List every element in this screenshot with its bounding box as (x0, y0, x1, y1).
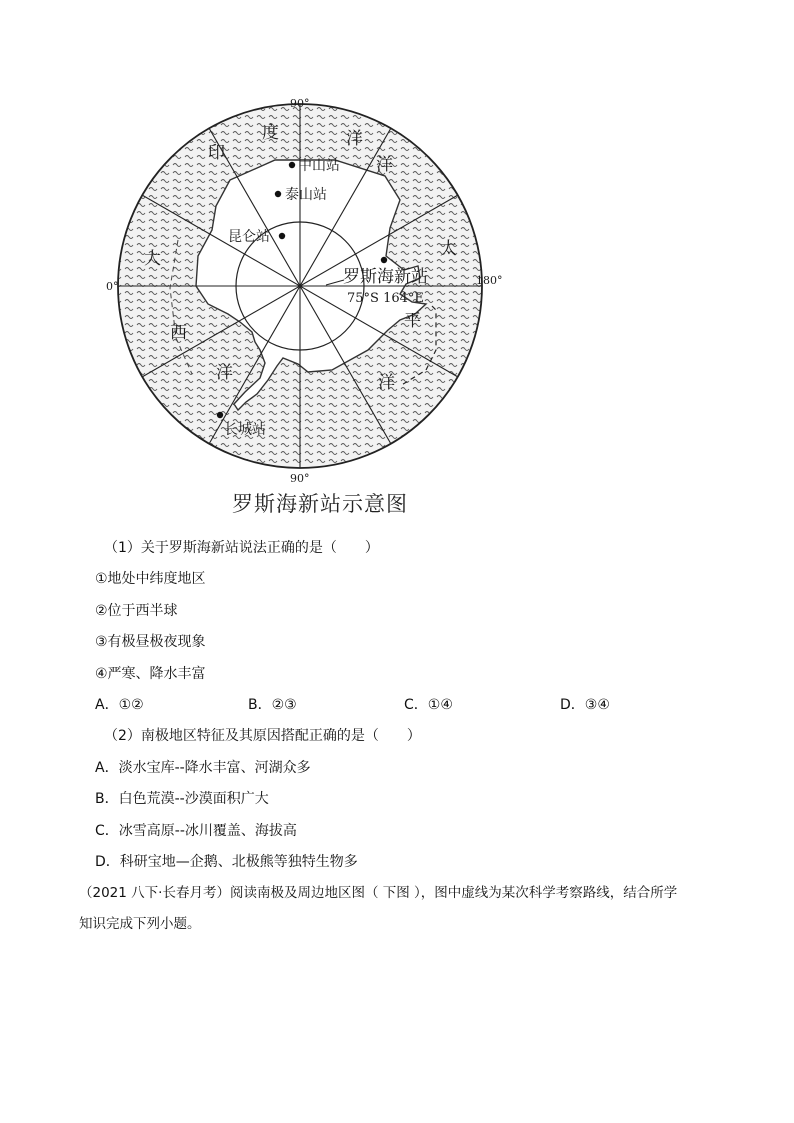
kunlun-station-label: 昆仑站 (228, 229, 270, 245)
zhongshan-station-label: 中山站 (298, 158, 340, 174)
q1-item-3: ③有极昼极夜现象 (95, 634, 206, 650)
rosssea-coordinate-label: 75°S 164°E (347, 291, 424, 306)
ocean-atlantic-2: 西 (170, 323, 187, 343)
q1-item-2: ②位于西半球 (95, 603, 178, 619)
changcheng-station-dot (217, 412, 223, 418)
q2-stem: （2）南极地区特征及其原因搭配正确的是（ ） (104, 728, 421, 744)
changcheng-station-label: 长城站 (224, 422, 266, 438)
map-caption: 罗斯海新站示意图 (232, 492, 408, 516)
q1-option-b[interactable]: B．②③ (248, 697, 297, 713)
rosssea-station-label: 罗斯海新站 (343, 267, 428, 287)
q1-option-c[interactable]: C．①④ (404, 697, 453, 713)
ocean-atlantic-3: 洋 (216, 363, 233, 383)
lon-label-bottom: 90° (290, 472, 310, 485)
q1-option-d[interactable]: D．③④ (560, 697, 610, 713)
zhongshan-station-dot (289, 162, 295, 168)
q2-option-c[interactable]: C．冰雪高原--冰川覆盖、海拔高 (95, 823, 297, 839)
lon-label-right: 180° (476, 274, 503, 287)
lon-label-left: 0° (106, 280, 119, 293)
antarctica-map (100, 88, 520, 508)
q2-option-b[interactable]: B．白色荒漠--沙漠面积广大 (95, 791, 269, 807)
ocean-atlantic-1: 大 (144, 249, 161, 269)
q1-stem: （1）关于罗斯海新站说法正确的是（ ） (104, 540, 379, 556)
lon-label-top: 90° (290, 97, 310, 110)
ocean-pacific-4: 洋 (378, 373, 395, 393)
ocean-pacific-3: 平 (404, 311, 421, 331)
q2-option-a[interactable]: A．淡水宝库--降水丰富、河湖众多 (95, 760, 311, 776)
intro-line-1: （2021 八下·长春月考）阅读南极及周边地区图（ 下图 ），图中虚线为某次科学考察路线，结合所学 (79, 885, 678, 901)
q1-option-a[interactable]: A．①② (95, 697, 144, 713)
taishan-station-dot (275, 191, 281, 197)
intro-line-2: 知识完成下列小题。 (79, 916, 201, 932)
ocean-indian-2: 度 (262, 123, 279, 143)
ocean-pacific-2: 太 (440, 239, 457, 259)
ocean-indian-3: 洋 (346, 129, 363, 149)
ocean-pacific-1: 洋 (376, 155, 393, 175)
taishan-station-label: 泰山站 (285, 187, 327, 203)
ocean-indian-1: 印 (208, 143, 225, 163)
q1-item-4: ④严寒、降水丰富 (95, 666, 206, 682)
q1-item-1: ①地处中纬度地区 (95, 571, 206, 587)
rosssea-station-dot (381, 257, 387, 263)
q2-option-d[interactable]: D．科研宝地—企鹅、北极熊等独特生物多 (95, 854, 358, 870)
kunlun-station-dot (279, 233, 285, 239)
